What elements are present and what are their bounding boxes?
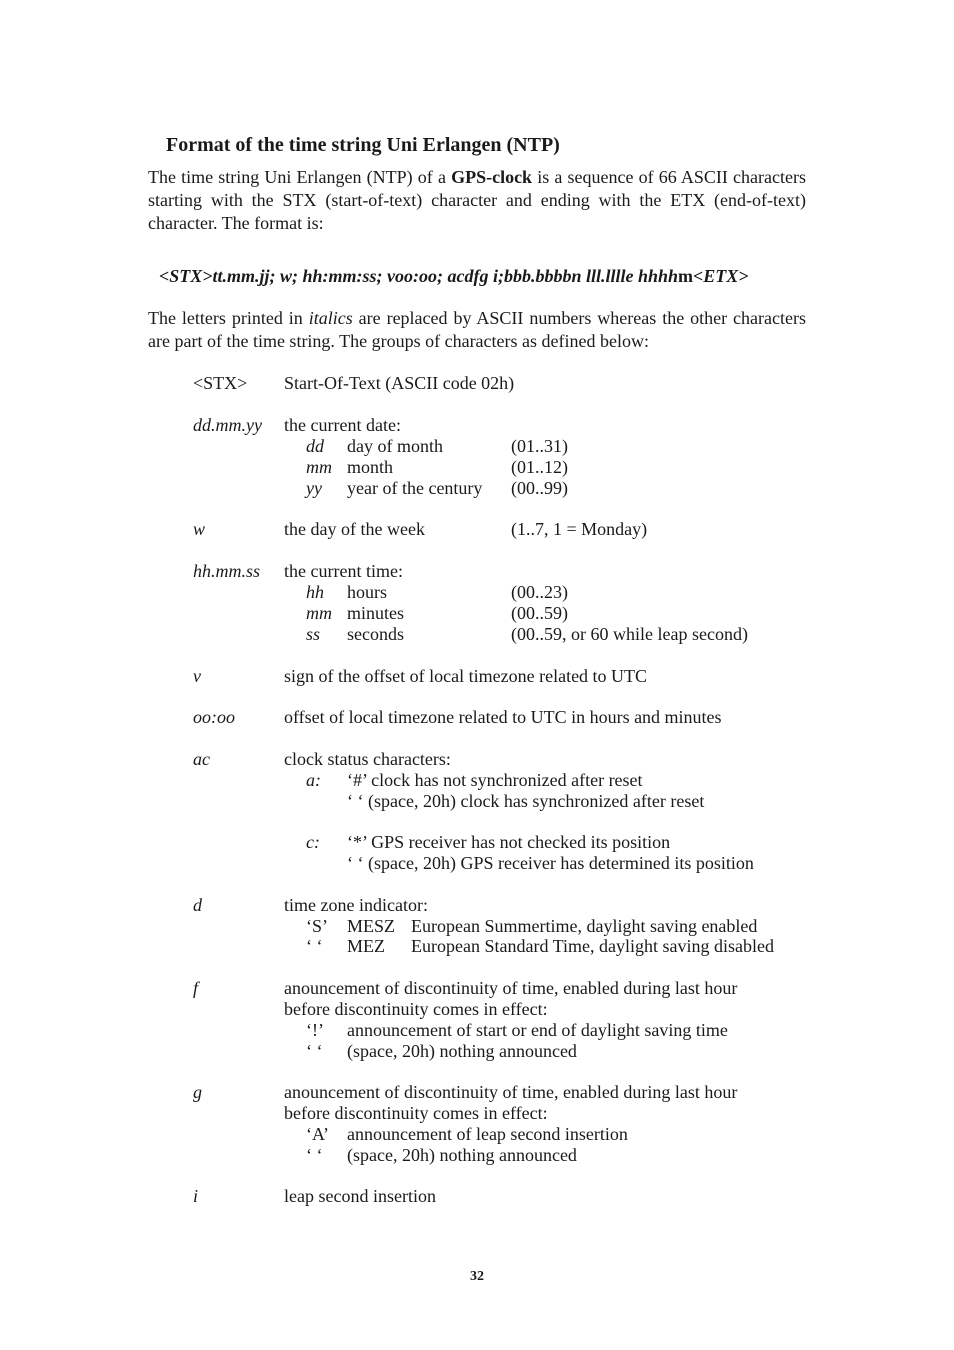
g-row-desc: announcement of leap second insertion [347, 1124, 628, 1144]
tz-row-desc: European Standard Time, daylight saving disabled [411, 936, 774, 956]
g-desc-line: before discontinuity comes in effect: [284, 1103, 548, 1123]
g-desc-line: anouncement of discontinuity of time, enabled during last hour [284, 1082, 738, 1102]
g-row-desc: (space, 20h) nothing announced [347, 1145, 577, 1165]
date-row-key: dd [306, 436, 324, 456]
offset-desc: offset of local timezone related to UTC in hours and minutes [284, 707, 722, 727]
format-string-main: <STX>tt.mm.jj; w; hh:mm:ss; voo:oo; acdfg i;bbb.bbbbn lll.lllle hhhh [159, 266, 679, 286]
date-code: dd.mm.yy [193, 415, 262, 435]
time-desc: the current time: [284, 561, 403, 581]
f-row-key: ‘!’ [306, 1020, 324, 1040]
g-row-key: ‘ ‘ [306, 1145, 323, 1165]
section-title: Format of the time string Uni Erlangen (NTP) [166, 134, 560, 156]
f-row-desc: (space, 20h) nothing announced [347, 1041, 577, 1061]
date-row-range: (00..99) [511, 478, 568, 498]
sign-desc: sign of the offset of local timezone related to UTC [284, 666, 648, 686]
sign-code: v [193, 666, 201, 686]
intro-bold: GPS-clock [451, 167, 533, 187]
status-code: ac [193, 749, 210, 769]
time-row-range: (00..59, or 60 while leap second) [511, 624, 748, 644]
tz-row-abbr: MESZ [347, 916, 396, 936]
tz-row-key: ‘ ‘ [306, 936, 323, 956]
date-row-label: day of month [347, 436, 443, 456]
status-c-line: ‘*’ GPS receiver has not checked its position [347, 832, 671, 852]
status-a-line: ‘#’ clock has not synchronized after reset [347, 770, 643, 790]
explain-text-end: are replaced by ASCII numbers whereas the other characters are part of the time string. The groups of characters as defined below: [148, 308, 806, 351]
status-c-colon: : [314, 832, 320, 852]
intro-text-end: is a sequence of 66 ASCII characters starting with the STX (start-of-text) character and ending with the ETX (end-of-text) character. The format is: [148, 167, 806, 233]
g-code: g [193, 1082, 202, 1102]
f-desc-line: anouncement of discontinuity of time, enabled during last hour [284, 978, 738, 998]
page-number: 32 [470, 1269, 484, 1284]
intro-paragraph [148, 166, 806, 235]
date-row-key: yy [306, 478, 322, 498]
time-row-range: (00..23) [511, 582, 568, 602]
status-a-colon: : [315, 770, 321, 790]
time-row-label: seconds [347, 624, 404, 644]
intro-text: The time string Uni Erlangen (NTP) of a [148, 167, 452, 187]
status-a-key [306, 770, 321, 791]
f-row-key: ‘ ‘ [306, 1041, 323, 1061]
status-c-key [306, 832, 320, 853]
time-row-range: (00..59) [511, 603, 568, 623]
offset-code: oo:oo [193, 707, 235, 727]
stx-code: <STX> [193, 373, 248, 393]
tz-row-desc: European Summertime, daylight saving enabled [411, 916, 758, 936]
leap-desc: leap second insertion [284, 1186, 436, 1206]
explain-text: The letters printed in [148, 308, 309, 328]
time-row-key: hh [306, 582, 324, 602]
tz-desc: time zone indicator: [284, 895, 428, 915]
week-desc: the day of the week [284, 519, 425, 539]
time-row-key: ss [306, 624, 321, 644]
g-row-key: ‘A’ [306, 1124, 329, 1144]
explain-italic: italics [308, 308, 353, 328]
date-row-range: (01..12) [511, 457, 568, 477]
date-row-label: year of the century [347, 478, 483, 498]
date-row-label: month [347, 457, 394, 477]
tz-code: d [193, 895, 202, 915]
f-desc-line: before discontinuity comes in effect: [284, 999, 548, 1019]
tz-row-key: ‘S’ [306, 916, 328, 936]
status-c-letter: c [306, 832, 314, 852]
format-string-m: m [678, 266, 694, 286]
tz-row-abbr: MEZ [347, 936, 385, 956]
format-string-etx: <ETX> [693, 266, 749, 286]
status-a-letter: a [306, 770, 315, 790]
f-code: f [193, 978, 199, 998]
status-c-line: ‘ ‘ (space, 20h) GPS receiver has determined its position [347, 853, 754, 873]
date-row-key: mm [306, 457, 332, 477]
stx-desc: Start-Of-Text (ASCII code 02h) [284, 373, 515, 393]
status-a-line: ‘ ‘ (space, 20h) clock has synchronized after reset [347, 791, 705, 811]
format-string [159, 266, 749, 287]
time-row-label: hours [347, 582, 387, 602]
week-code: w [193, 519, 206, 539]
f-row-desc: announcement of start or end of daylight saving time [347, 1020, 728, 1040]
week-range: (1..7, 1 = Monday) [511, 519, 648, 539]
leap-code: i [193, 1186, 199, 1206]
date-row-range: (01..31) [511, 436, 568, 456]
date-desc: the current date: [284, 415, 401, 435]
time-row-key: mm [306, 603, 332, 623]
explain-paragraph [148, 307, 806, 353]
time-row-label: minutes [347, 603, 404, 623]
time-code: hh.mm.ss [193, 561, 261, 581]
status-desc: clock status characters: [284, 749, 451, 769]
